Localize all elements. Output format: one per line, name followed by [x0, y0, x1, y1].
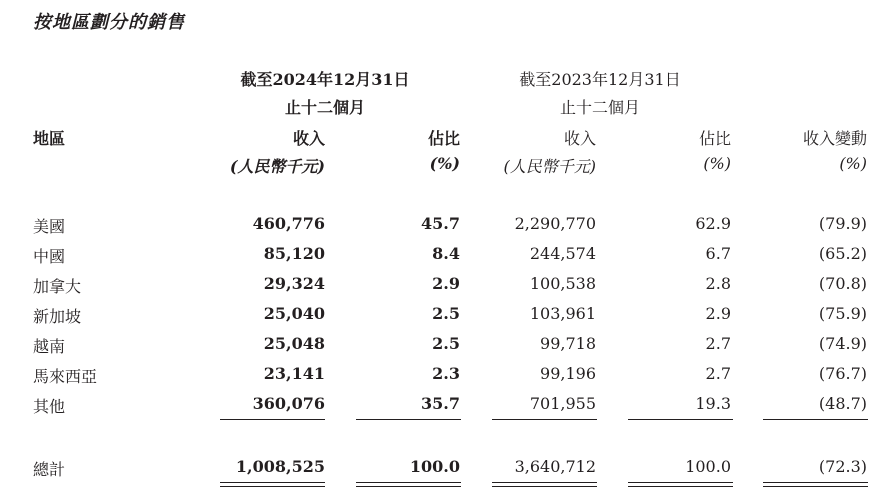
- share-2023-cell: 62.9: [695, 214, 731, 233]
- region-cell: 越南: [33, 337, 66, 356]
- share-2024-cell: 2.3: [432, 364, 460, 383]
- revenue-2023-cell: 99,718: [540, 334, 596, 353]
- change-cell: (79.9): [818, 214, 867, 233]
- share-2023-cell: 2.7: [705, 364, 731, 383]
- region-cell: 新加坡: [33, 307, 82, 326]
- revenue-2024-cell: 29,324: [263, 274, 325, 293]
- share-2023-cell: 6.7: [705, 244, 731, 263]
- share-2023-cell: 19.3: [695, 394, 731, 413]
- col-change-header: 收入變動: [802, 129, 867, 148]
- col-revenue-2023-header: 收入: [563, 129, 596, 148]
- region-cell: 美國: [33, 217, 66, 236]
- total-share-2024: 100.0: [409, 457, 460, 476]
- total-label: 總計: [33, 460, 66, 479]
- unit-pct-change: (%): [839, 154, 867, 173]
- change-cell: (74.9): [818, 334, 867, 353]
- double-rule-bottom: [628, 486, 733, 487]
- share-2024-cell: 35.7: [421, 394, 460, 413]
- region-cell: 其他: [33, 397, 66, 416]
- revenue-2023-cell: 244,574: [529, 244, 596, 263]
- region-cell: 中國: [33, 247, 66, 266]
- share-2024-cell: 8.4: [432, 244, 460, 263]
- revenue-2023-cell: 103,961: [529, 304, 596, 323]
- double-rule-top: [628, 482, 733, 483]
- revenue-2024-cell: 25,048: [263, 334, 325, 353]
- period-2023-line2: 止十二個月: [559, 98, 640, 117]
- period-2024-line2: 止十二個月: [284, 98, 365, 117]
- share-2023-cell: 2.9: [705, 304, 731, 323]
- revenue-2024-cell: 360,076: [252, 394, 325, 413]
- period-2024-line1: 截至2024年12月31日: [240, 70, 410, 89]
- double-rule-top: [220, 482, 325, 483]
- revenue-2023-cell: 99,196: [540, 364, 596, 383]
- total-revenue-2023: 3,640,712: [514, 457, 596, 476]
- col-share-2023-header: 佔比: [698, 129, 731, 148]
- revenue-2024-cell: 85,120: [263, 244, 325, 263]
- double-rule-bottom: [492, 486, 597, 487]
- total-change: (72.3): [818, 457, 867, 476]
- revenue-2023-cell: 2,290,770: [514, 214, 596, 233]
- revenue-2024-cell: 25,040: [263, 304, 325, 323]
- share-2024-cell: 2.5: [432, 334, 460, 353]
- revenue-2024-cell: 23,141: [263, 364, 325, 383]
- double-rule-top: [356, 482, 461, 483]
- unit-pct-2024: (%): [429, 154, 460, 173]
- unit-pct-2023: (%): [703, 154, 731, 173]
- change-cell: (76.7): [818, 364, 867, 383]
- revenue-2024-cell: 460,776: [252, 214, 325, 233]
- subtotal-rule: [492, 419, 597, 420]
- col-revenue-2024-header: 收入: [292, 129, 325, 148]
- double-rule-top: [763, 482, 868, 483]
- unit-rmb-2023: (人民幣千元): [503, 157, 596, 176]
- revenue-2023-cell: 701,955: [529, 394, 596, 413]
- share-2024-cell: 2.5: [432, 304, 460, 323]
- unit-rmb-2024: (人民幣千元): [229, 157, 325, 176]
- share-2023-cell: 2.7: [705, 334, 731, 353]
- region-cell: 馬來西亞: [33, 367, 98, 386]
- subtotal-rule: [628, 419, 733, 420]
- subtotal-rule: [220, 419, 325, 420]
- share-2023-cell: 2.8: [705, 274, 731, 293]
- table-title: 按地區劃分的銷售: [33, 12, 185, 33]
- double-rule-bottom: [763, 486, 868, 487]
- change-cell: (75.9): [818, 304, 867, 323]
- total-revenue-2024: 1,008,525: [235, 457, 325, 476]
- region-cell: 加拿大: [33, 277, 82, 296]
- share-2024-cell: 2.9: [432, 274, 460, 293]
- subtotal-rule: [356, 419, 461, 420]
- change-cell: (48.7): [818, 394, 867, 413]
- double-rule-top: [492, 482, 597, 483]
- change-cell: (70.8): [818, 274, 867, 293]
- col-share-2024-header: 佔比: [427, 129, 460, 148]
- double-rule-bottom: [220, 486, 325, 487]
- revenue-2023-cell: 100,538: [529, 274, 596, 293]
- total-share-2023: 100.0: [685, 457, 731, 476]
- share-2024-cell: 45.7: [421, 214, 460, 233]
- double-rule-bottom: [356, 486, 461, 487]
- period-2023-line1: 截至2023年12月31日: [519, 70, 681, 89]
- change-cell: (65.2): [818, 244, 867, 263]
- col-region-header: 地區: [33, 129, 66, 148]
- subtotal-rule: [763, 419, 868, 420]
